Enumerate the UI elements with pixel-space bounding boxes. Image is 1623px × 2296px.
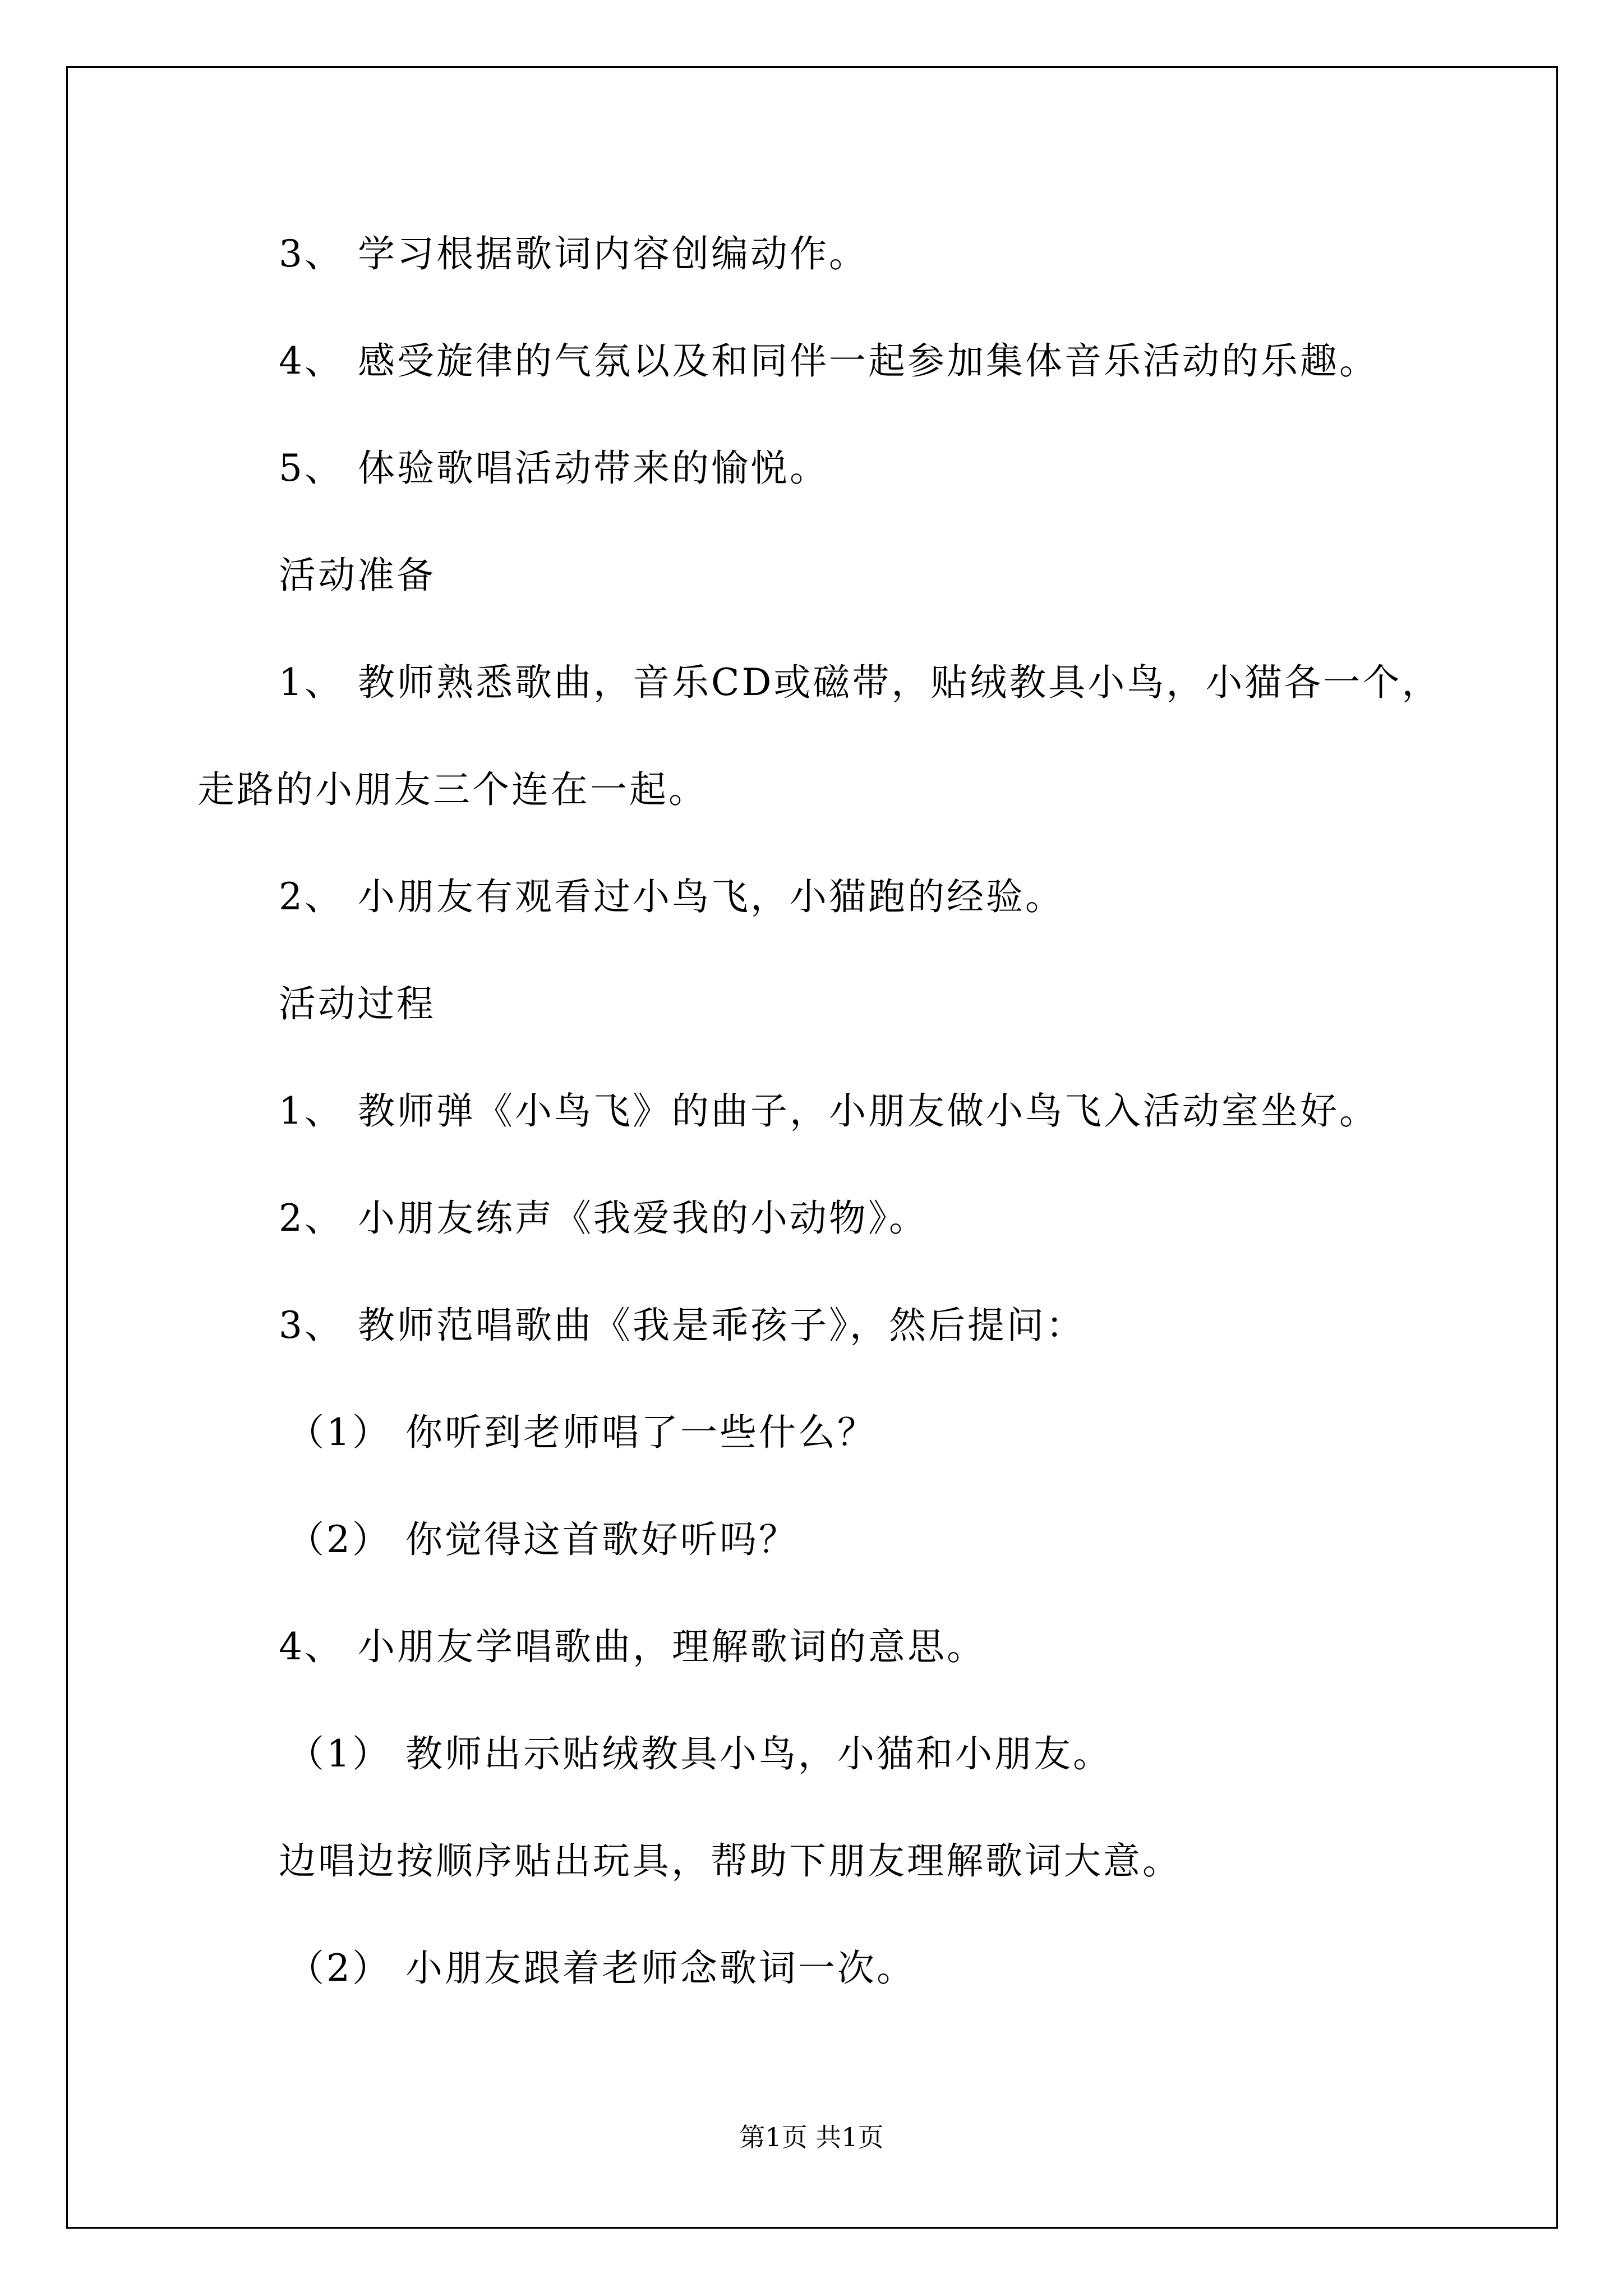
text-line: 3、 教师范唱歌曲《我是乖孩子》，然后提问： — [279, 1304, 1085, 1347]
page-footer: 第1页 共1页 — [739, 2122, 884, 2152]
text-line: 4、 小朋友学唱歌曲，理解歌词的意思。 — [279, 1625, 986, 1668]
text-line-continuation: 走路的小朋友三个连在一起。 — [197, 768, 708, 811]
section-heading: 活动准备 — [279, 554, 436, 597]
text-line-sub: （2） 你觉得这首歌好听吗？ — [287, 1518, 798, 1561]
text-line-sub: （1） 教师出示贴绒教具小鸟，小猫和小朋友。 — [287, 1732, 1112, 1775]
section-heading: 活动过程 — [279, 982, 436, 1025]
text-line: 1、 教师弹《小鸟飞》的曲子，小朋友做小鸟飞入活动室坐好。 — [279, 1089, 1378, 1133]
text-line: 1、 教师熟悉歌曲，音乐CD或磁带，贴绒教具小鸟，小猫各一个， — [279, 661, 1441, 704]
text-line-sub: （1） 你听到老师唱了一些什么？ — [287, 1411, 877, 1454]
text-line: 3、 学习根据歌词内容创编动作。 — [279, 232, 868, 275]
page-border — [66, 66, 1558, 2229]
text-line: 2、 小朋友练声《我爱我的小动物》。 — [279, 1197, 928, 1240]
text-line: 5、 体验歌唱活动带来的愉悦。 — [279, 447, 829, 490]
text-line-sub: （2） 小朋友跟着老师念歌词一次。 — [287, 1947, 916, 1990]
text-line: 2、 小朋友有观看过小鸟飞，小猫跑的经验。 — [279, 875, 1064, 918]
text-line: 边唱边按顺序贴出玩具，帮助下朋友理解歌词大意。 — [279, 1839, 1182, 1883]
text-line: 4、 感受旋律的气氛以及和同伴一起参加集体音乐活动的乐趣。 — [279, 339, 1378, 383]
